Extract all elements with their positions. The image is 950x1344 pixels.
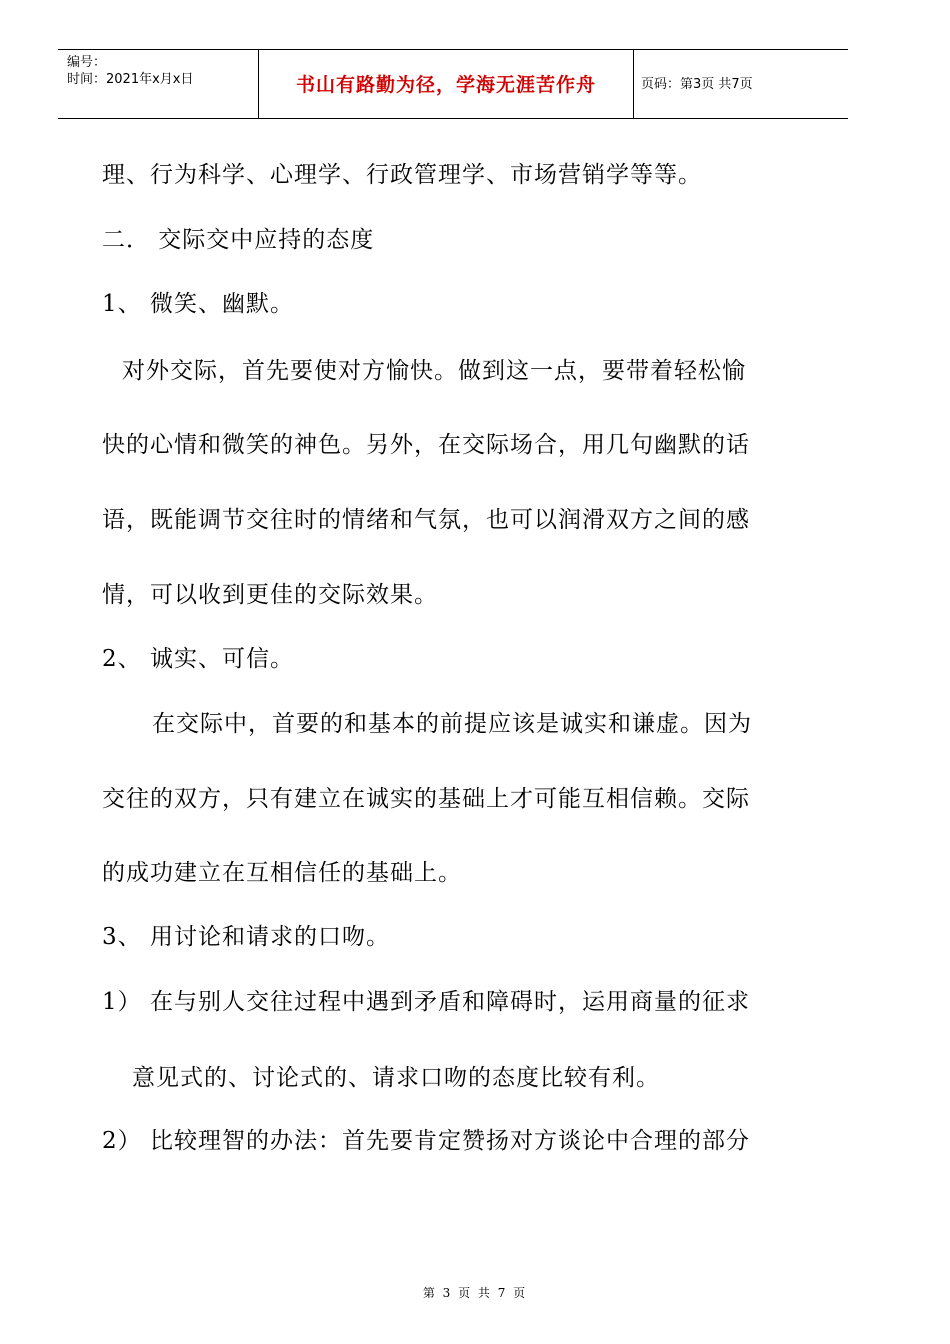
list-item-1: 1） 在与别人交往过程中遇到矛盾和障碍时，运用商量的征求 (102, 989, 750, 1015)
header-table (58, 49, 848, 119)
header-left-cell (58, 50, 258, 118)
subheading-3: 3、 用讨论和请求的口吻。 (102, 924, 390, 950)
body-line: 语，既能调节交往时的情绪和气氛，也可以润滑双方之间的感 (102, 507, 750, 533)
list-item-2: 2） 比较理智的办法：首先要肯定赞扬对方谈论中合理的部分 (102, 1128, 750, 1154)
subheading-2: 2、 诚实、可信。 (102, 646, 294, 672)
body-line: 交往的双方，只有建立在诚实的基础上才可能互相信赖。交际 (102, 786, 750, 812)
subheading-1: 1、 微笑、幽默。 (102, 291, 294, 317)
body-line: 的成功建立在互相信任的基础上。 (102, 860, 462, 886)
code-label: 编号： (67, 55, 107, 70)
body-line: 对外交际，首先要使对方愉快。做到这一点，要带着轻松愉 (122, 358, 746, 384)
body-line: 在交际中，首要的和基本的前提应该是诚实和谦虚。因为 (152, 711, 752, 737)
body-line: 理、行为科学、心理学、行政管理学、市场营销学等等。 (102, 162, 702, 188)
motto: 书山有路勤为径，学海无涯苦作舟 (295, 74, 596, 96)
list-item-1-continued: 意见式的、讨论式的、请求口吻的态度比较有利。 (132, 1065, 660, 1091)
header-middle-cell (258, 50, 634, 118)
page-code: 页码：第3页 共7页 (641, 77, 753, 92)
body-line: 快的心情和微笑的神色。另外，在交际场合，用几句幽默的话 (102, 432, 750, 458)
section-heading: 二． 交际交中应持的态度 (102, 227, 375, 253)
header-right-cell (633, 50, 848, 118)
page-footer: 第 3 页 共 7 页 (422, 1286, 528, 1300)
time-label: 时间：2021年x月x日 (67, 72, 194, 87)
body-line: 情，可以收到更佳的交际效果。 (102, 582, 438, 608)
